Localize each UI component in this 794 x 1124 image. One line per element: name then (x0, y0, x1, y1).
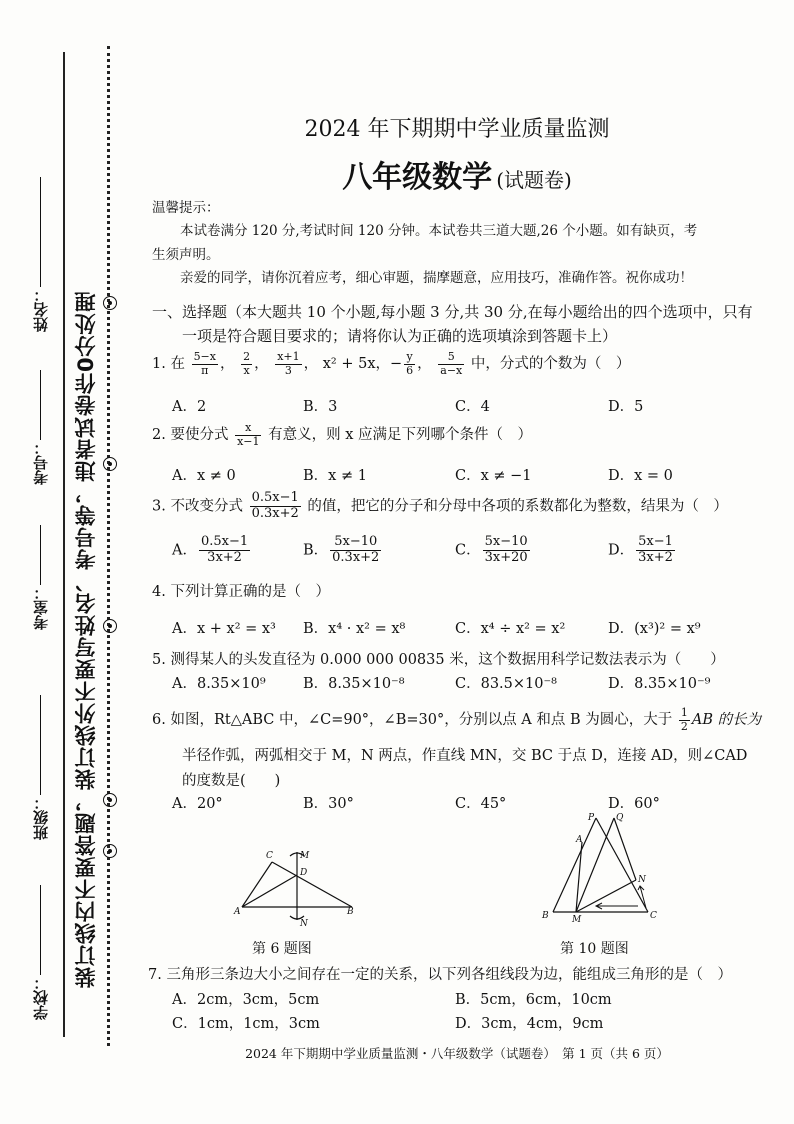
q4-option-c: C．x⁴ ÷ x² = x² (455, 621, 566, 637)
page-footer: 2024 年下期期中学业质量监测・八年级数学（试题卷） 第 1 页（共 6 页） (245, 1046, 669, 1061)
room-field[interactable] (30, 520, 51, 630)
question-6-line1: 6. 如图，Rt△ABC 中，∠C=90°，∠B=30°，分别以点 A 和点 B 为圆心，大于 $\frac{1}{2}$ AB 的长为 (152, 706, 762, 733)
q1-option-a: A．2 (172, 399, 207, 415)
fraction: $\frac{5}{a-x}$ (440, 350, 463, 377)
q2-option-b: B．x ≠ 1 (303, 468, 367, 484)
label-c: C (650, 911, 657, 921)
fraction: $\frac{0.5x-1}{0.3x+2}$ (251, 490, 299, 521)
q1-option-b: B．3 (303, 399, 338, 415)
exam-no-field[interactable] (30, 355, 51, 485)
fraction: $\frac{5-x}{\pi}$ (193, 350, 216, 377)
label-b: B (542, 911, 549, 921)
q7-option-c: C．1cm，1cm，3cm (172, 1016, 320, 1032)
question-6-line2: 半径作弧，两弧相交于 M，N 两点，作直线 MN，交 BC 于点 D，连接 AD，则∠CAD (182, 748, 748, 764)
school-label: 学校： (32, 975, 50, 1020)
question-2: 2. 要使分式 $\frac{x}{x-1}$ 有意义，则 x 应满足下列哪个条件（ ） (152, 421, 532, 448)
label-m: M (300, 851, 310, 861)
q7-option-d: D．3cm，4cm，9cm (455, 1016, 604, 1032)
q3-option-d: D． $\frac{5x-1}{3x+2}$ (608, 534, 673, 565)
fraction: $\frac{2}{x}$ (243, 350, 251, 377)
class-label: 班级： (32, 795, 50, 840)
tips-line1: 本试卷满分 120 分,考试时间 120 分钟。本试卷共三道大题,26 个小题。如有缺页，考 (180, 223, 698, 239)
fraction: $\frac{y}{6}$ (406, 350, 414, 377)
binding-notice: 装订线内不要答题，装订线外不要写姓名、考号等，违者试卷作0分处理 (74, 290, 98, 988)
binding-solid-line (63, 52, 65, 1037)
class-field[interactable] (30, 640, 51, 840)
q4-option-b: B．x⁴ · x² = x⁸ (303, 621, 406, 637)
section1-line2: 一项是符合题目要求的；请将你认为正确的选项填涂到答题卡上） (182, 327, 618, 345)
room-label: 考室： (32, 585, 50, 630)
question-7: 7. 三角形三条边大小之间存在一定的关系，以下列各组线段为边，能组成三角形的是（ ） (148, 967, 732, 983)
question-3: 3. 不改变分式 $\frac{0.5x-1}{0.3x+2}$ 的值，把它的分子和分母中各项的系数都化为整数，结果为（ ） (152, 490, 728, 521)
label-m: M (572, 915, 582, 925)
binding-circle (103, 844, 117, 858)
q2-option-d: D．x = 0 (608, 468, 673, 484)
q4-option-a: A．x + x² = x³ (172, 621, 276, 637)
exam-no-label: 考号： (32, 440, 50, 485)
binding-circle (103, 457, 117, 471)
q5-option-d: D．8.35×10⁻⁹ (608, 676, 711, 692)
label-n: N (638, 875, 646, 885)
q6-option-b: B．30° (303, 796, 354, 812)
subject-name: 八年级数学 (342, 160, 493, 195)
fraction: $\frac{x}{x-1}$ (237, 421, 260, 448)
subject-note: (试题卷) (496, 168, 572, 192)
q6-option-a: A．20° (172, 796, 223, 812)
section1-line1: 一、选择题（本大题共 10 个小题,每小题 3 分,共 30 分,在每小题给出的四个选项中，只有 (152, 303, 753, 321)
exam-title: 2024 年下期期中学业质量监测 (304, 117, 610, 142)
label-a: A (576, 835, 583, 845)
q5-option-b: B．8.35×10⁻⁸ (303, 676, 405, 692)
figure-10-caption: 第 10 题图 (560, 941, 629, 957)
label-q: Q (616, 813, 624, 823)
question-6-line3: 的度数是( ) (182, 773, 281, 789)
label-b: B (347, 907, 354, 917)
figure-6 (230, 840, 370, 930)
q3-option-a: A． $\frac{0.5x-1}{3x+2}$ (172, 534, 249, 565)
label-d: D (300, 868, 308, 878)
tips-heading: 温馨提示： (152, 200, 220, 216)
binding-circle (103, 296, 117, 310)
q5-option-c: C．83.5×10⁻⁸ (455, 676, 557, 692)
q2-option-a: A．x ≠ 0 (172, 468, 236, 484)
binding-circle (103, 619, 117, 633)
fraction: $\frac{x+1}{3}$ (277, 350, 300, 377)
question-5: 5. 测得某人的头发直径为 0.000 000 00835 米，这个数据用科学记数法表示为（ ） (152, 652, 725, 668)
binding-dotted-line (107, 46, 110, 1046)
q5-option-a: A．8.35×10⁹ (172, 676, 266, 692)
q6-option-c: C．45° (455, 796, 507, 812)
tips-line2: 生须声明。 (152, 247, 220, 263)
q3-option-b: B． $\frac{5x-10}{0.3x+2}$ (303, 534, 380, 565)
label-n: N (300, 919, 308, 929)
label-a: A (234, 907, 241, 917)
figure-6-caption: 第 6 题图 (252, 941, 312, 957)
q4-option-d: D．(x³)² = x⁹ (608, 621, 701, 637)
q2-option-c: C．x ≠ −1 (455, 468, 532, 484)
q6-option-d: D．60° (608, 796, 660, 812)
subject-title (0, 152, 794, 196)
figure-10 (538, 810, 668, 925)
label-p: P (588, 813, 595, 823)
q1-option-d: D．5 (608, 399, 644, 415)
school-field[interactable] (30, 880, 51, 1020)
q3-option-c: C． $\frac{5x-10}{3x+20}$ (455, 534, 528, 565)
label-c: C (266, 851, 273, 861)
question-1: 1. 在 $\frac{5-x}{\pi}$ ， $\frac{2}{x}$ ， $\frac{x+1}{3}$ ， x² + 5x，− $\frac{y}{6}$ ， $\frac{5}{a-x}$ 中，分式的个数为（ ） (152, 350, 631, 377)
binding-circle (103, 793, 117, 807)
q7-option-a: A．2cm，3cm，5cm (172, 992, 320, 1008)
name-label: 姓名： (32, 287, 50, 332)
q7-option-b: B．5cm，6cm，10cm (455, 992, 612, 1008)
tips-line3: 亲爱的同学，请你沉着应考，细心审题，揣摩题意，应用技巧，准确作答。祝你成功！ (180, 270, 693, 286)
question-4: 4. 下列计算正确的是（ ） (152, 584, 330, 600)
q1-option-c: C．4 (455, 399, 490, 415)
fraction: $\frac{1}{2}$ (680, 706, 688, 733)
